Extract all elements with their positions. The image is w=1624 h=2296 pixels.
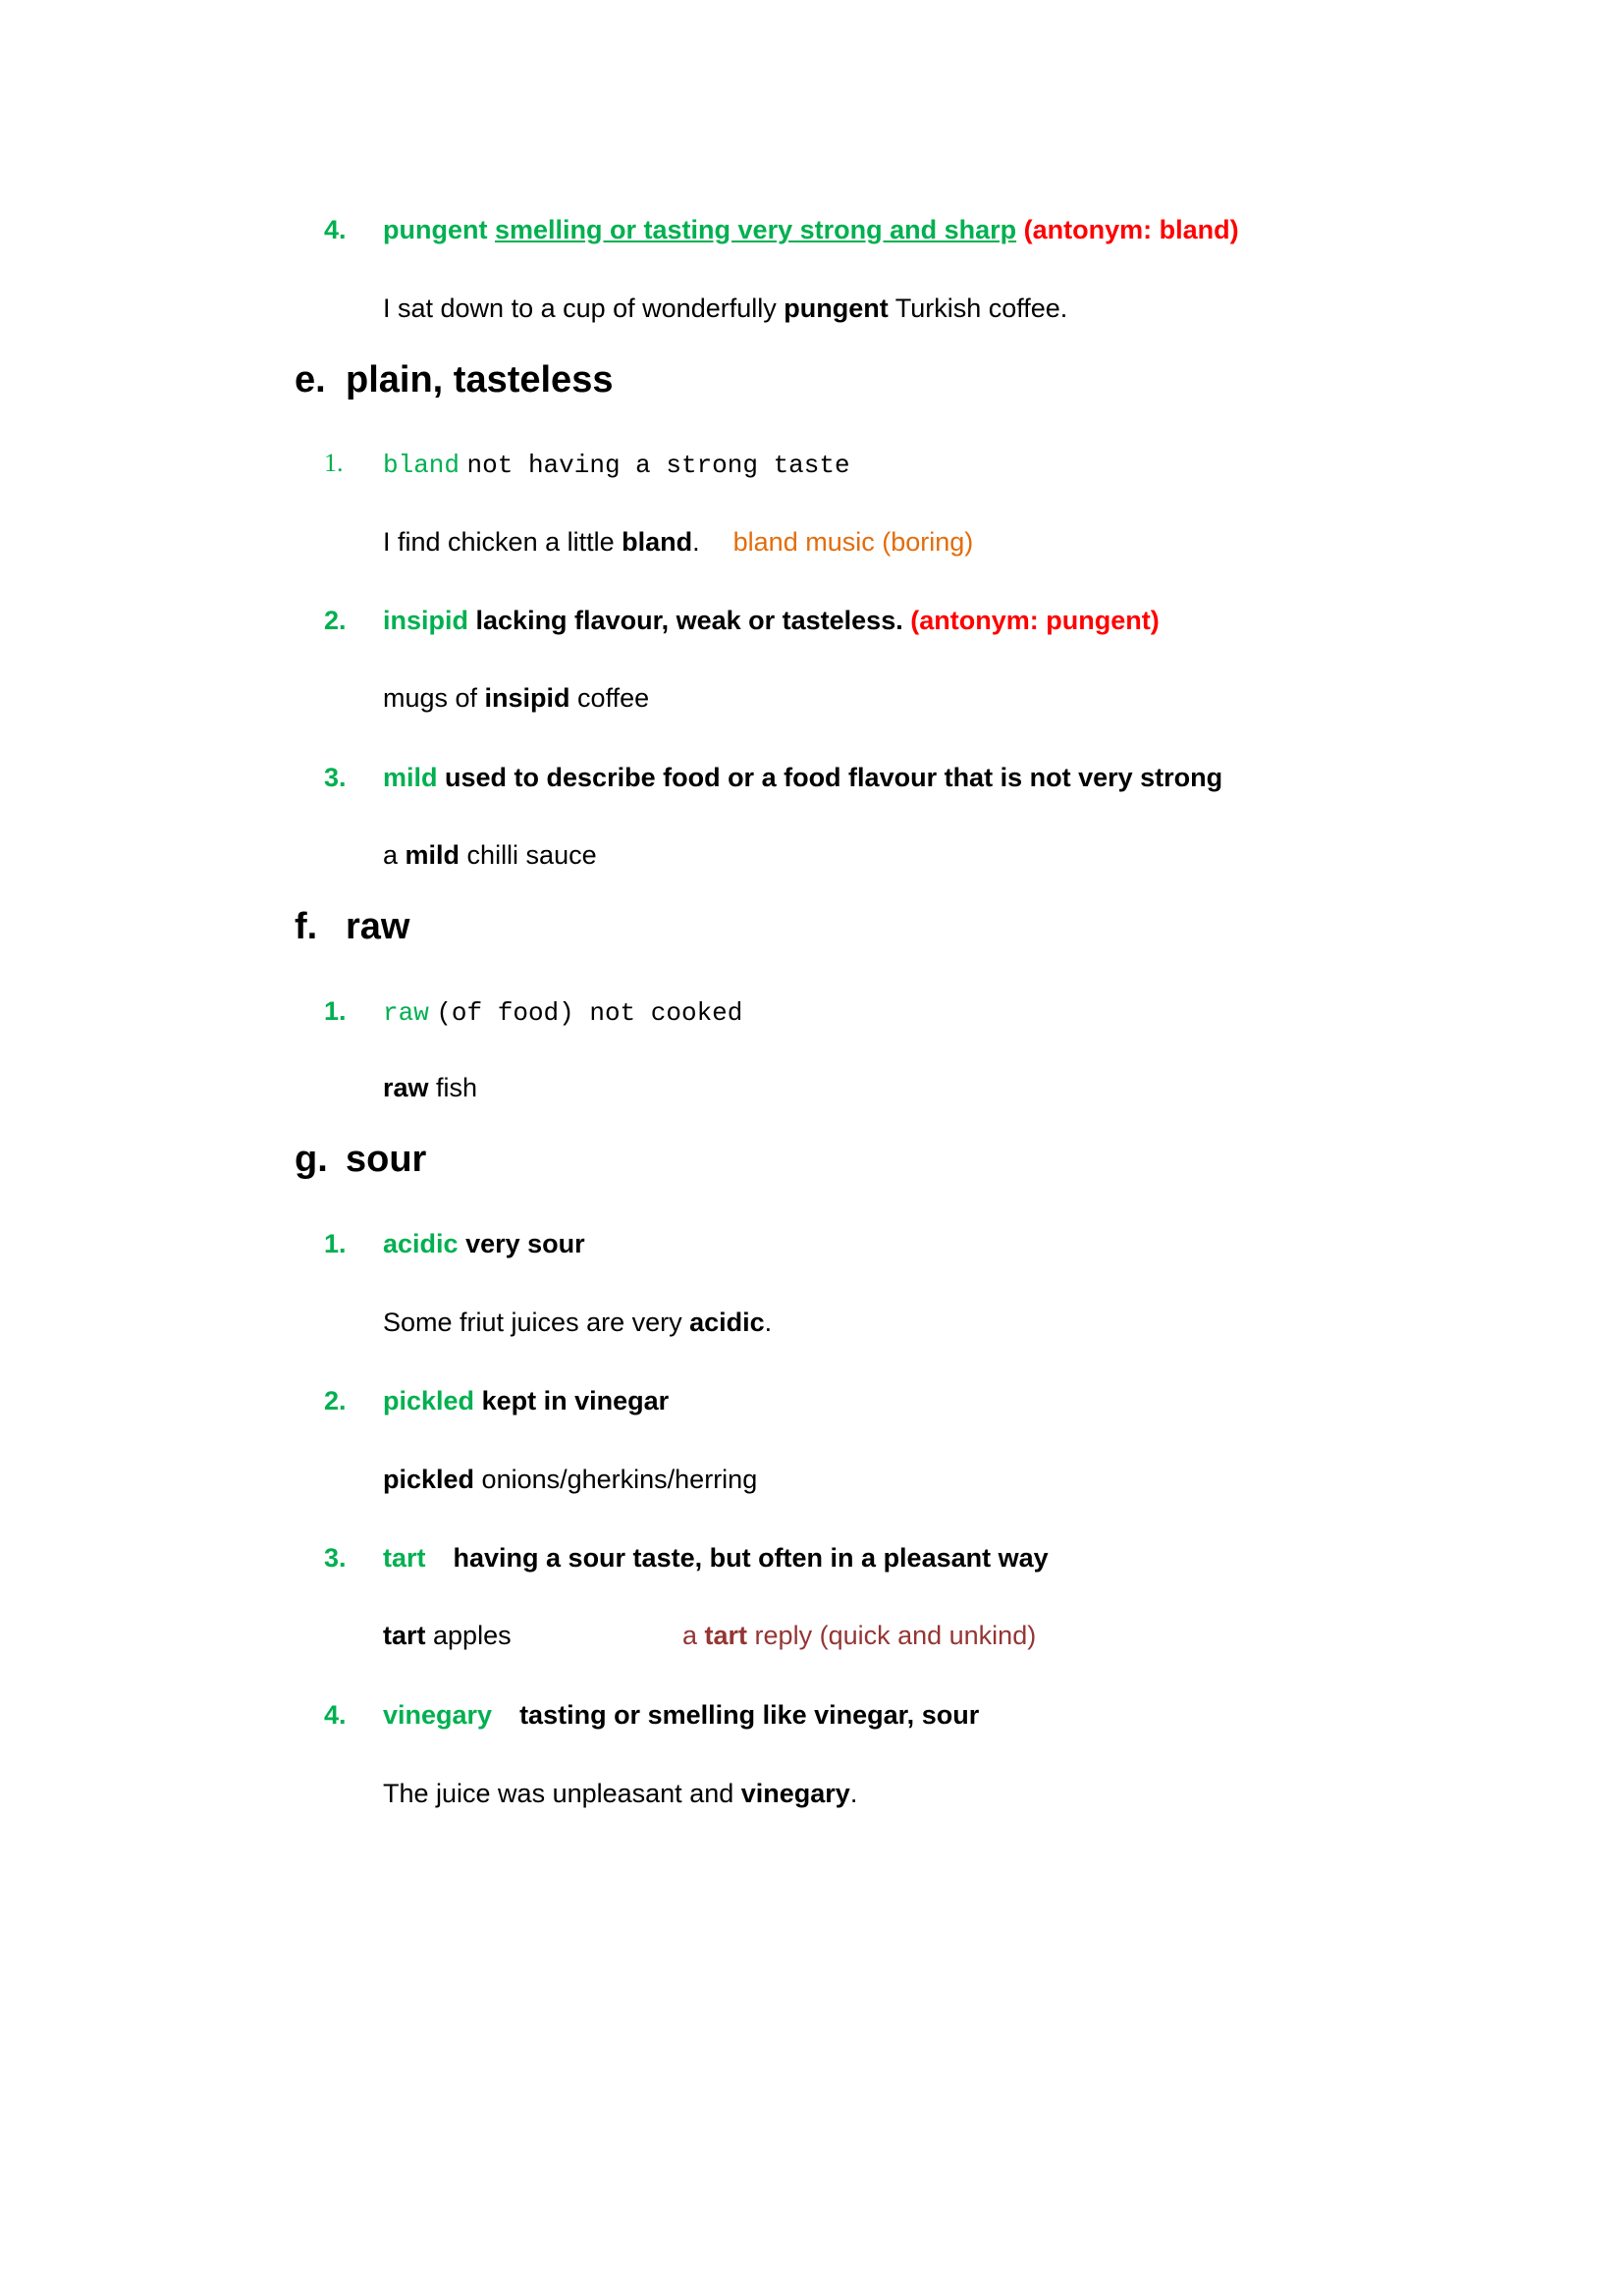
example-text: Turkish coffee. — [888, 294, 1068, 323]
entry-bland-example — [383, 525, 973, 559]
definition: lacking flavour, weak or tasteless. — [475, 606, 903, 635]
entry-tart-example — [383, 1619, 512, 1652]
example-keyword: vinegary — [740, 1779, 850, 1808]
example-text: . — [764, 1308, 773, 1337]
example-keyword: raw — [383, 1073, 429, 1102]
usage-note: bland music (boring) — [732, 527, 974, 557]
entry-insipid-heading — [383, 604, 1160, 637]
term: acidic — [383, 1229, 459, 1258]
definition: having a sour taste, but often in a pleasant way — [453, 1543, 1049, 1573]
definition: (of food) not cooked — [436, 998, 743, 1028]
entry-number: 3. — [324, 763, 347, 792]
example-keyword: insipid — [484, 683, 570, 713]
antonym-note: (antonym: pungent) — [910, 606, 1160, 635]
usage-note-text: reply (quick and unkind) — [747, 1621, 1037, 1650]
example-keyword: pickled — [383, 1465, 475, 1494]
definition: very sour — [465, 1229, 585, 1258]
example-text: onions/gherkins/herring — [474, 1465, 758, 1494]
example-text: chilli sauce — [460, 840, 597, 870]
entry-acidic-example — [383, 1306, 772, 1339]
entry-mild-heading — [383, 761, 1222, 794]
term: pickled — [383, 1386, 475, 1415]
definition: used to describe food or a food flavour that is not very strong — [445, 763, 1223, 792]
entry-raw-heading — [383, 994, 742, 1030]
section-title: raw — [346, 906, 410, 947]
entry-tart-heading — [383, 1541, 1049, 1575]
section-letter: e. — [295, 359, 326, 400]
entry-bland-heading — [383, 447, 850, 482]
example-keyword: pungent — [784, 294, 889, 323]
entry-pickled-heading — [383, 1384, 669, 1417]
example-text: Some friut juices are very — [383, 1308, 690, 1337]
entry-number: 2. — [324, 1386, 347, 1415]
example-keyword: mild — [405, 840, 460, 870]
section-heading-e — [295, 357, 613, 402]
example-keyword: bland — [622, 527, 693, 557]
entry-mild-example — [383, 838, 597, 872]
entry-number: 1. — [324, 996, 347, 1026]
entry-number: 1. — [324, 1229, 347, 1258]
entry-pickled-example — [383, 1463, 757, 1496]
entry-number: 4. — [324, 215, 347, 244]
example-text: I sat down to a cup of wonderfully — [383, 294, 785, 323]
entry-pungent-heading — [383, 213, 1239, 246]
example-text: mugs of — [383, 683, 485, 713]
example-keyword: acidic — [689, 1308, 765, 1337]
definition: not having a strong taste — [466, 451, 850, 480]
entry-vinegary-heading — [383, 1698, 979, 1732]
example-text: apples — [425, 1621, 512, 1650]
example-text: fish — [428, 1073, 478, 1102]
term: bland — [383, 451, 460, 480]
example-text: a — [383, 840, 406, 870]
term: pungent — [383, 215, 488, 244]
term: insipid — [383, 606, 468, 635]
example-text: coffee — [569, 683, 650, 713]
entry-raw-example — [383, 1071, 477, 1104]
antonym-note: (antonym: bland) — [1023, 215, 1239, 244]
example-text: The juice was unpleasant and — [383, 1779, 741, 1808]
section-title: sour — [346, 1139, 427, 1180]
example-text: . — [692, 527, 700, 557]
entry-vinegary-example — [383, 1777, 857, 1810]
section-letter: f. — [295, 906, 318, 947]
section-title: plain, tasteless — [346, 359, 614, 400]
entry-insipid-example — [383, 681, 649, 715]
entry-number: 3. — [324, 1543, 347, 1573]
entry-number: 4. — [324, 1700, 347, 1730]
entry-pungent-example — [383, 292, 1067, 325]
example-text: I find chicken a little — [383, 527, 623, 557]
example-keyword: tart — [383, 1621, 426, 1650]
usage-note-text: a — [682, 1621, 705, 1650]
term: vinegary — [383, 1700, 493, 1730]
definition: kept in vinegar — [481, 1386, 670, 1415]
section-letter: g. — [295, 1139, 328, 1180]
term: mild — [383, 763, 438, 792]
entry-acidic-heading — [383, 1227, 585, 1260]
usage-note-keyword: tart — [704, 1621, 748, 1650]
entry-number: 1. — [324, 449, 344, 477]
entry-number: 2. — [324, 606, 347, 635]
definition: tasting or smelling like vinegar, sour — [519, 1700, 980, 1730]
section-heading-g — [295, 1137, 426, 1182]
section-heading-f — [295, 904, 409, 949]
entry-tart-usage-note — [682, 1619, 1036, 1652]
term: tart — [383, 1543, 426, 1573]
example-text: . — [849, 1779, 858, 1808]
term: raw — [383, 998, 429, 1028]
definition: smelling or tasting very strong and sharp — [495, 215, 1017, 244]
